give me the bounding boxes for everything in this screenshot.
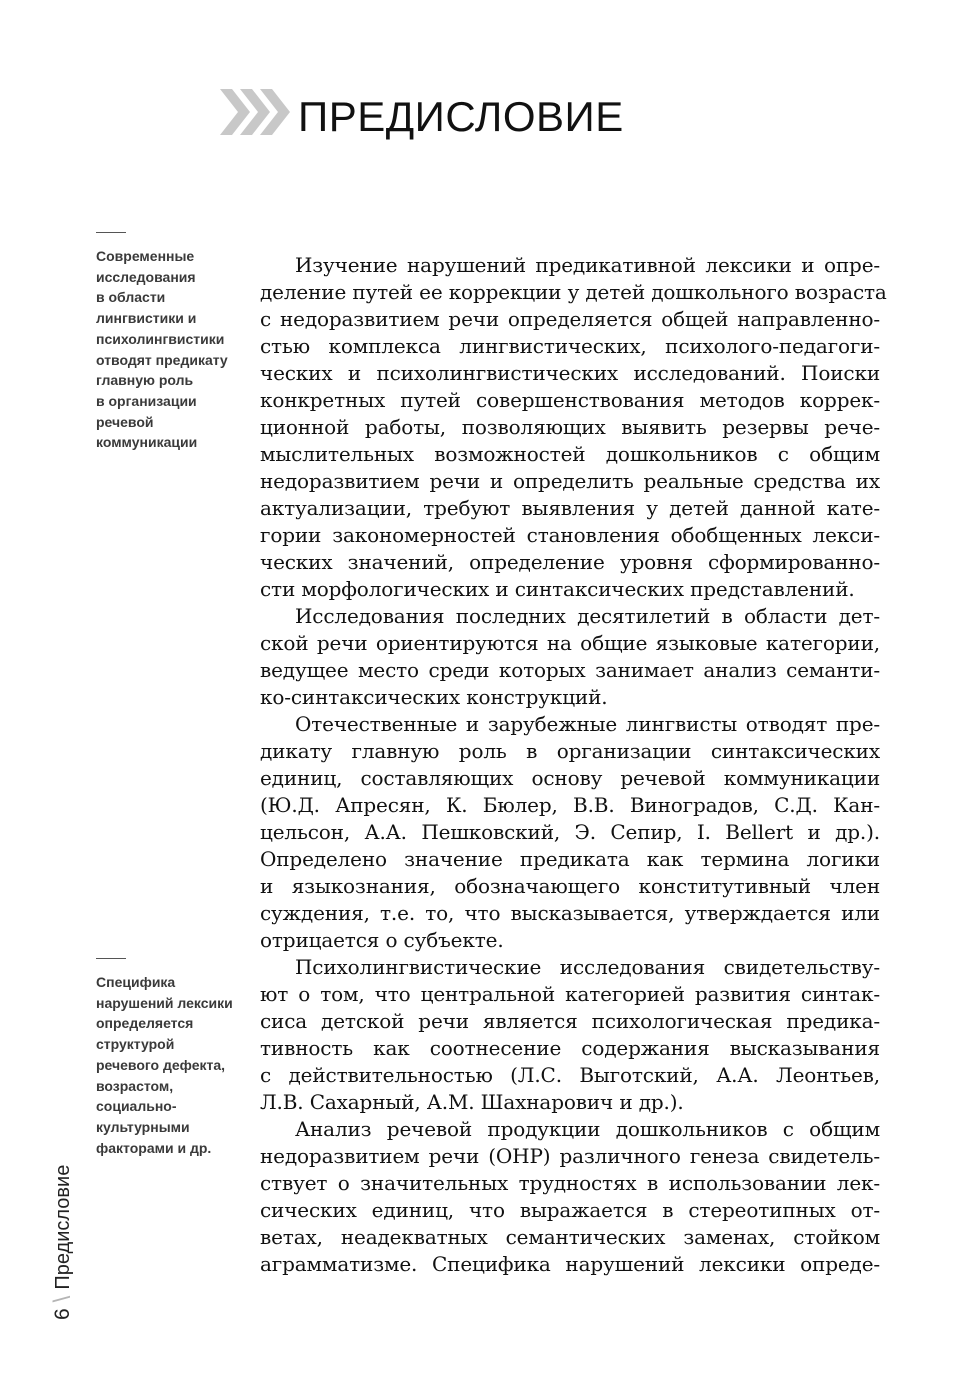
note-rule xyxy=(96,232,126,233)
chapter-heading xyxy=(220,72,624,152)
text-line: сических единиц, что выражается в стереотипных от- xyxy=(260,1198,880,1222)
body-text xyxy=(260,252,887,1278)
running-head-section: Предисловие xyxy=(51,1164,74,1290)
text-line: мыслительных возможностей дошкольников с общим xyxy=(260,442,880,466)
margin-note-line: лингвистики и xyxy=(96,310,197,327)
text-line: ведущее место среди которых занимает анализ семанти- xyxy=(260,658,880,682)
margin-note-line: возрастом, xyxy=(96,1077,174,1094)
text-line: ческих и психолингвистических исследований. Поиски xyxy=(260,361,880,385)
text-line: Отечественные и зарубежные лингвисты отводят пре- xyxy=(295,712,880,736)
text-line: Определено значение предиката как термина логики xyxy=(260,847,880,871)
margin-note-line: Современные xyxy=(96,248,195,264)
note-rule xyxy=(96,958,126,959)
text-line: гории закономерностей становления обобщенных лекси- xyxy=(260,523,880,547)
text-line: недоразвитием речи и определить реальные средства их xyxy=(260,469,880,493)
text-line: цельсон, А.А. Пешковский, Э. Сепир, I. Bellert и др.). xyxy=(260,820,880,844)
text-line: аграмматизме. Специфика нарушений лексики опреде- xyxy=(260,1252,880,1276)
paragraph xyxy=(260,252,887,603)
margin-note-line: речевого дефекта, xyxy=(96,1056,226,1073)
text-line: ционной работы, позволяющих выявить резервы рече- xyxy=(260,415,880,439)
separator-slash: \ xyxy=(49,1295,76,1303)
text-line: дикату главную роль в организации синтаксических xyxy=(260,739,880,763)
text-line: стью комплекса лингвистических, психолого-педагоги- xyxy=(260,334,880,358)
text-line: ствует о значительных трудностях в использовании лек- xyxy=(260,1171,880,1195)
text-line: тивность как соотнесение содержания высказывания xyxy=(260,1036,880,1060)
page-number: 6 xyxy=(51,1308,74,1320)
margin-note-line: в организации xyxy=(96,392,197,409)
text-line: (Ю.Д. Апресян, К. Бюлер, В.В. Виноградов, С.Д. Кан- xyxy=(260,793,880,817)
text-line: единиц, составляющих основу речевой коммуникации xyxy=(260,766,880,790)
margin-note-line: главную роль xyxy=(96,372,194,389)
paragraph xyxy=(260,711,880,954)
text-line: сти морфологических и синтаксических представлений. xyxy=(260,577,855,601)
margin-note-line: Специфика xyxy=(96,974,176,990)
margin-note-line: социально- xyxy=(96,1098,177,1115)
text-line: Изучение нарушений предикативной лексики и опре- xyxy=(295,253,880,277)
margin-note-line: отводят предикату xyxy=(96,351,228,368)
text-line: Психолингвистические исследования свидетельству- xyxy=(295,955,880,979)
text-line: недоразвитием речи (ОНР) различного генеза свидетель- xyxy=(260,1144,880,1168)
margin-note-line: структурой xyxy=(96,1036,175,1053)
page-title: ПРЕДИСЛОВИЕ xyxy=(298,93,624,140)
margin-note-line: культурными xyxy=(96,1118,190,1135)
text-line: сиса детской речи является психологическая предика- xyxy=(260,1009,880,1033)
margin-note-line: факторами и др. xyxy=(96,1139,212,1156)
margin-note-line: речевой xyxy=(96,413,154,430)
margin-note-line: нарушений лексики xyxy=(96,994,233,1011)
margin-note-line: коммуникации xyxy=(96,434,198,451)
text-line: ют о том, что центральной категорией развития синтак- xyxy=(260,982,880,1006)
text-line: с действительностью (Л.С. Выготский, А.А. Леонтьев, xyxy=(260,1063,880,1087)
margin-note-line: определяется xyxy=(96,1015,194,1032)
text-line: деление путей ее коррекции у детей дошкольного возраста xyxy=(260,280,887,304)
text-line: актуализации, требуют выявления у детей данной кате- xyxy=(260,496,880,520)
text-line: суждения, т.е. то, что высказывается, утверждается или xyxy=(260,901,880,925)
text-line: конкретных путей совершенствования методов коррек- xyxy=(260,388,880,412)
text-line: Исследования последних десятилетий в области дет- xyxy=(295,604,880,628)
text-line: отрицается о субъекте. xyxy=(260,928,504,952)
text-line: ко-синтаксических конструкций. xyxy=(260,685,608,709)
running-head xyxy=(48,1140,78,1320)
margin-note xyxy=(96,232,246,453)
text-line: ской речи ориентируются на общие языковые категории, xyxy=(260,631,880,655)
margin-note-text xyxy=(96,246,246,453)
text-line: Анализ речевой продукции дошкольников с общим xyxy=(295,1117,880,1141)
paragraph xyxy=(260,954,880,1116)
triple-chevron-icon xyxy=(220,89,292,135)
margin-note-line: психолингвистики xyxy=(96,330,225,347)
paragraph xyxy=(260,603,880,711)
text-line: ческих значений, определение уровня сформированно- xyxy=(260,550,880,574)
paragraph xyxy=(260,1116,880,1278)
text-line: с недоразвитием речи определяется общей направленно- xyxy=(260,307,880,331)
margin-note-line: в области xyxy=(96,289,166,306)
text-line: и языкознания, обозначающего конститутивный член xyxy=(260,874,880,898)
margin-note-text xyxy=(96,972,246,1158)
margin-note xyxy=(96,958,246,1158)
text-line: ветах, неадекватных семантических заменах, стойком xyxy=(260,1225,880,1249)
text-line: Л.В. Сахарный, А.М. Шахнарович и др.). xyxy=(260,1090,684,1114)
margin-note-line: исследования xyxy=(96,268,196,285)
